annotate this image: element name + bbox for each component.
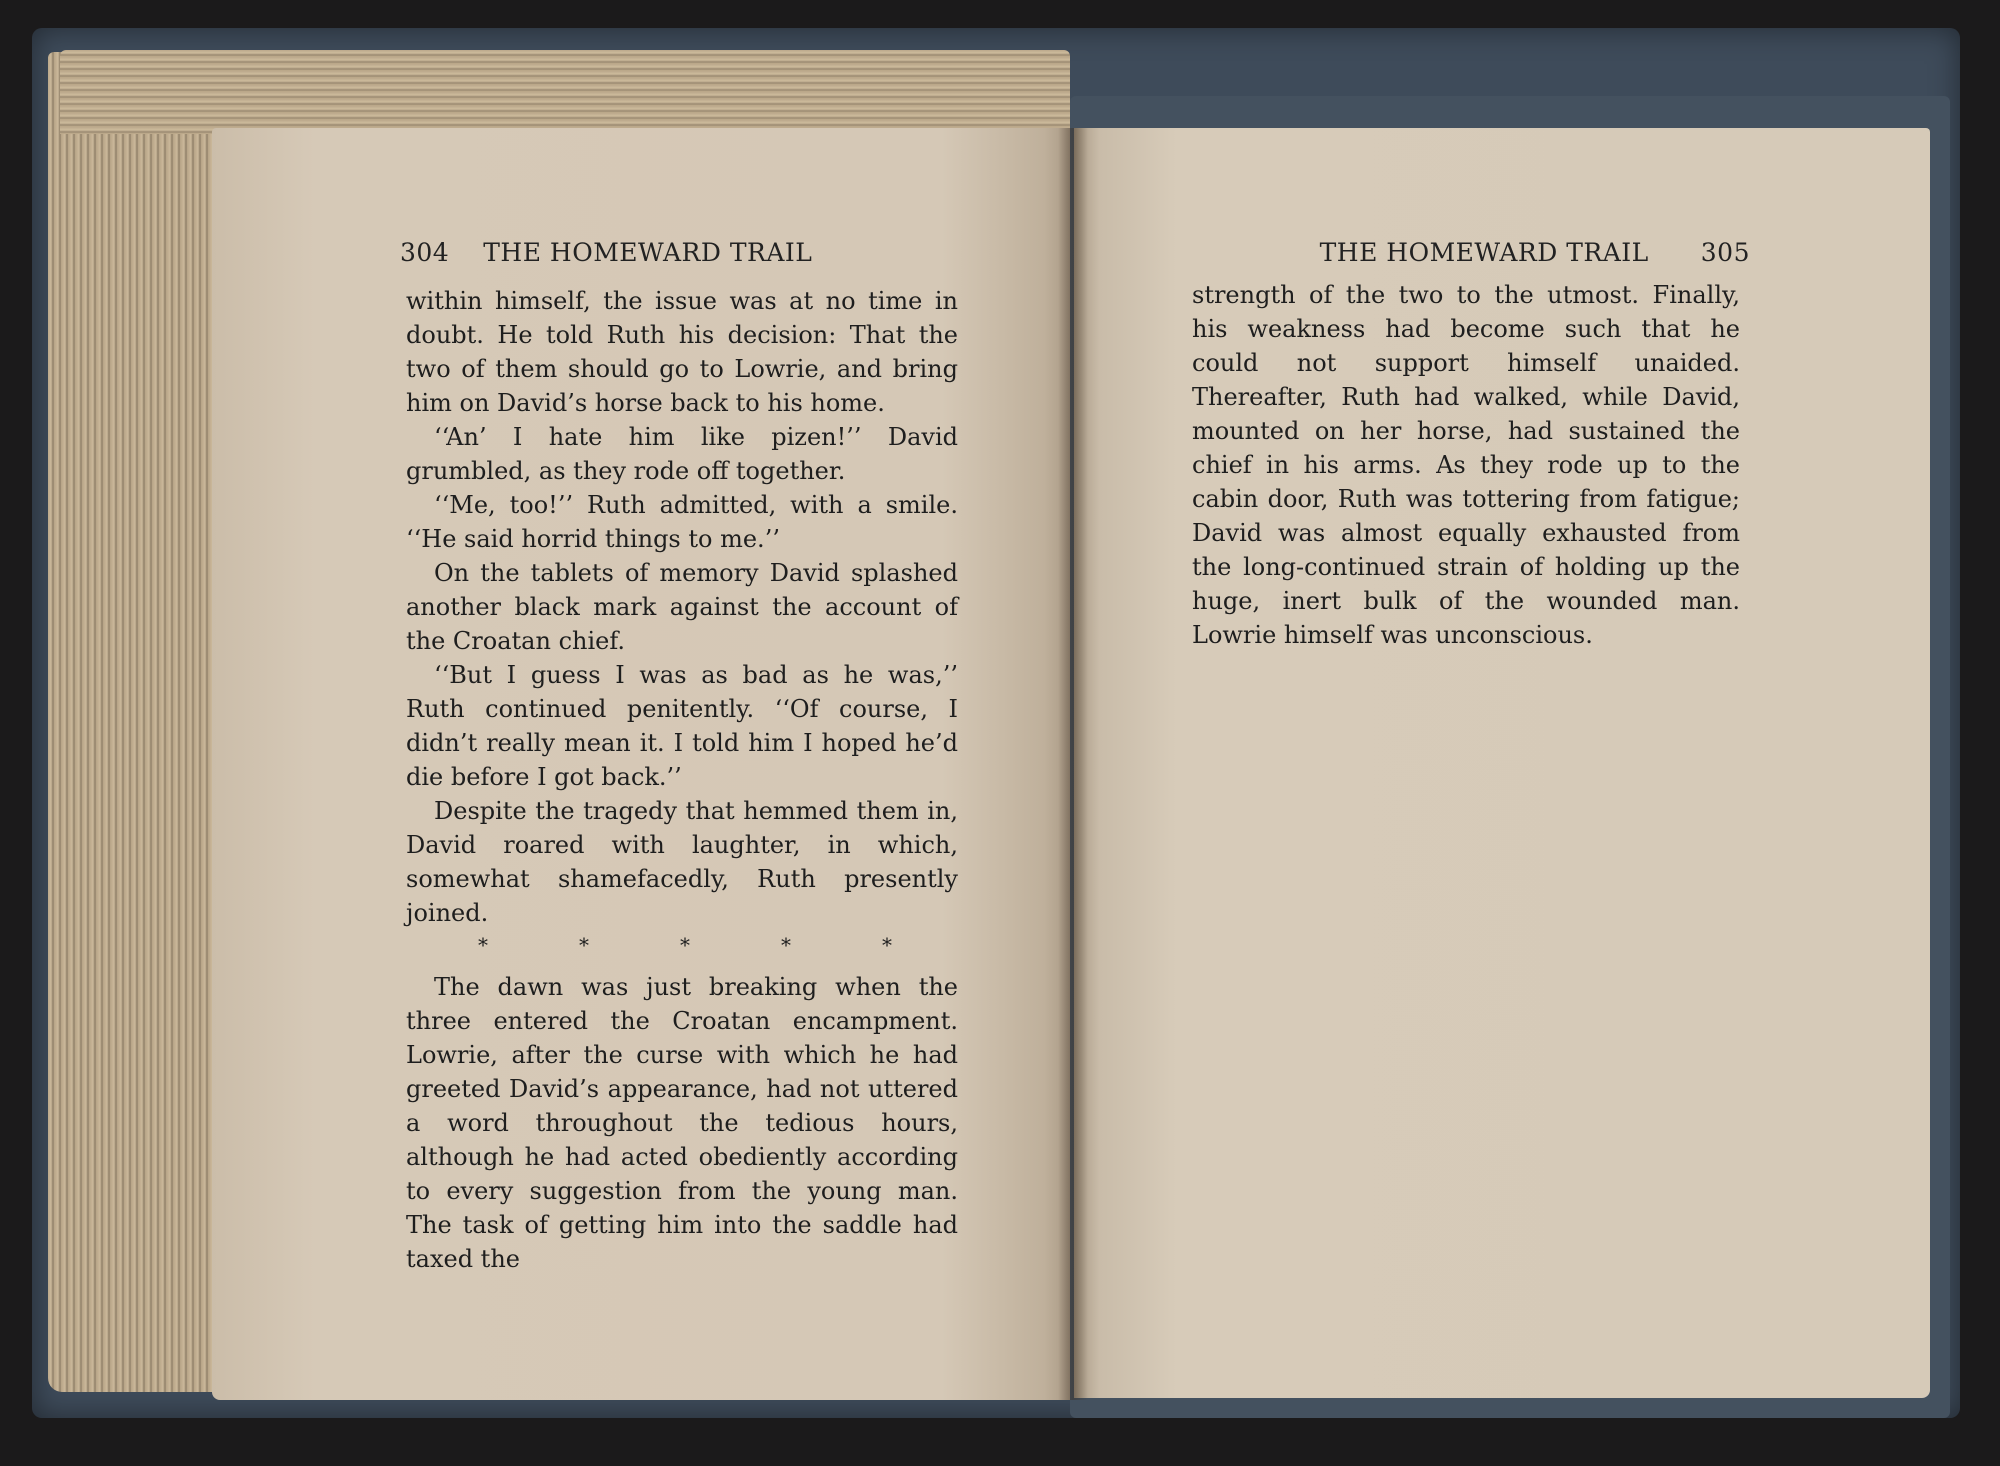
page-number-left: 304: [400, 238, 450, 267]
left-page: [212, 128, 1070, 1400]
paragraph: ‘‘An’ I hate him like pizen!’’ David grumbled, as they rode off together.: [406, 423, 958, 485]
paragraph: Despite the tragedy that hemmed them in, David roared with laughter, in which, somewhat shamefacedly, Ruth presently joined.: [406, 797, 958, 927]
section-break-star: *: [478, 933, 488, 957]
left-running-head: [400, 238, 812, 267]
right-text-block: [1192, 278, 1740, 652]
section-break-star: *: [781, 933, 791, 957]
page-edges-top: [60, 50, 1070, 134]
section-break-star: *: [882, 933, 892, 957]
left-text-block: [406, 284, 958, 1276]
section-break-star: *: [579, 933, 589, 957]
page-edges-side: [48, 52, 220, 1392]
right-page: [1074, 128, 1930, 1398]
paragraph: ‘‘But I guess I was as bad as he was,’’ Ruth continued penitently. ‘‘Of course, I didn’t really mean it. I told him I hoped he’d die before I got back.’’: [406, 661, 958, 791]
book-gutter: [1058, 128, 1088, 1400]
running-head-title-left: THE HOMEWARD TRAIL: [483, 238, 813, 267]
paragraph: The dawn was just breaking when the three entered the Croatan encampment. Lowrie, after the curse with which he had greeted David’s appearance, had not uttered a word throughout the tedious hours, although he had acted obediently according to every suggestion from the young man. The task of getting him into the saddle had taxed the: [406, 973, 958, 1273]
paragraph: ‘‘Me, too!’’ Ruth admitted, with a smile. ‘‘He said horrid things to me.’’: [406, 491, 958, 553]
page-number-right: 305: [1700, 238, 1750, 267]
section-break: [406, 930, 958, 964]
section-break-star: *: [680, 933, 690, 957]
paragraph: On the tablets of memory David splashed another black mark against the account of the Croatan chief.: [406, 559, 958, 655]
right-running-head: [1320, 238, 1750, 267]
paragraph: strength of the two to the utmost. Finally, his weakness had become such that he could not support himself unaided. Thereafter, Ruth had walked, while David, mounted on her horse, had sustained the chief in his arms. As they rode up to the cabin door, Ruth was tottering from fatigue; David was almost equally exhausted from the long-continued strain of holding up the huge, inert bulk of the wounded man. Lowrie himself was unconscious.: [1192, 281, 1740, 649]
running-head-title-right: THE HOMEWARD TRAIL: [1319, 238, 1649, 267]
paragraph: within himself, the issue was at no time in doubt. He told Ruth his decision: That the two of them should go to Lowrie, and bring him on David’s horse back to his home.: [406, 287, 958, 417]
